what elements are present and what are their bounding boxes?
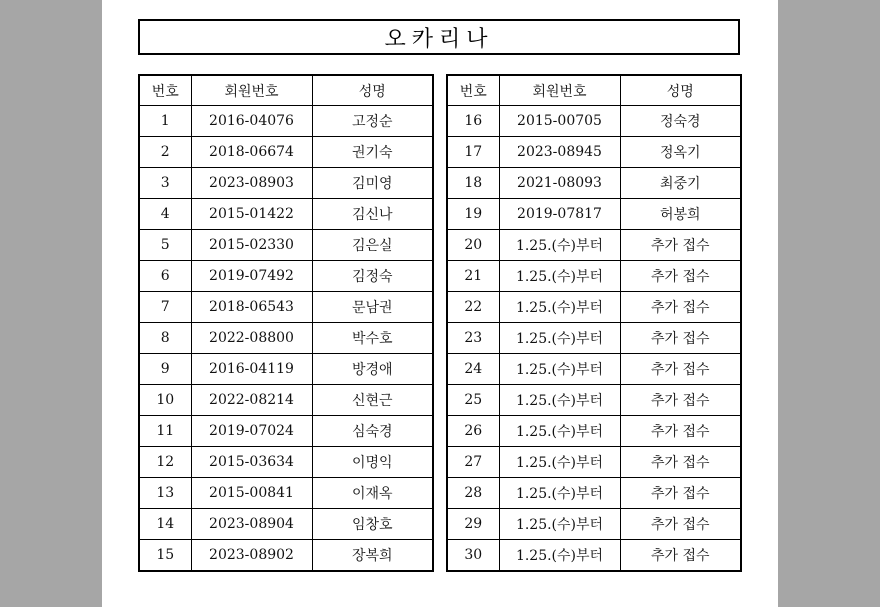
- row-number: 16: [447, 106, 499, 137]
- table-row: [447, 416, 741, 447]
- member-name-cell: 김신나: [312, 199, 433, 230]
- member-name-cell: 신현근: [312, 385, 433, 416]
- row-number: 18: [447, 168, 499, 199]
- row-number: 13: [139, 478, 191, 509]
- header-number: 번호: [139, 75, 191, 106]
- member-name-cell: 심숙경: [312, 416, 433, 447]
- member-id-cell: 2015-01422: [191, 199, 312, 230]
- row-number: 9: [139, 354, 191, 385]
- member-name-cell: 추가 접수: [620, 509, 741, 540]
- table-row: [447, 385, 741, 416]
- member-id-cell: 1.25.(수)부터: [499, 354, 620, 385]
- member-id-cell: 1.25.(수)부터: [499, 447, 620, 478]
- header-member-id: 회원번호: [191, 75, 312, 106]
- table-row: [447, 292, 741, 323]
- member-name-cell: 장복희: [312, 540, 433, 572]
- member-id-cell: 2023-08903: [191, 168, 312, 199]
- row-number: 17: [447, 137, 499, 168]
- table-row: [447, 447, 741, 478]
- member-id-cell: 2022-08800: [191, 323, 312, 354]
- row-number: 30: [447, 540, 499, 572]
- header-member-id: 회원번호: [499, 75, 620, 106]
- table-row: [447, 478, 741, 509]
- table-row: [139, 354, 433, 385]
- header-number: 번호: [447, 75, 499, 106]
- row-number: 2: [139, 137, 191, 168]
- row-number: 10: [139, 385, 191, 416]
- member-id-cell: 2023-08904: [191, 509, 312, 540]
- member-id-cell: 2016-04119: [191, 354, 312, 385]
- member-id-cell: 1.25.(수)부터: [499, 540, 620, 572]
- table-row: [139, 106, 433, 137]
- member-id-cell: 2023-08945: [499, 137, 620, 168]
- table-row: [447, 137, 741, 168]
- member-id-cell: 2018-06674: [191, 137, 312, 168]
- table-row: [139, 509, 433, 540]
- row-number: 19: [447, 199, 499, 230]
- header-row: [447, 75, 741, 106]
- table-row: [139, 261, 433, 292]
- member-id-cell: 1.25.(수)부터: [499, 416, 620, 447]
- member-name-cell: 권기숙: [312, 137, 433, 168]
- member-name-cell: 추가 접수: [620, 261, 741, 292]
- table-row: [447, 199, 741, 230]
- row-number: 6: [139, 261, 191, 292]
- table-row: [447, 168, 741, 199]
- member-name-cell: 이명익: [312, 447, 433, 478]
- member-name-cell: 박수호: [312, 323, 433, 354]
- row-number: 25: [447, 385, 499, 416]
- roster-table-right: [446, 74, 742, 572]
- member-name-cell: 추가 접수: [620, 385, 741, 416]
- table-row: [139, 199, 433, 230]
- header-name: 성명: [312, 75, 433, 106]
- member-name-cell: 김미영: [312, 168, 433, 199]
- table-row: [139, 292, 433, 323]
- member-id-cell: 2016-04076: [191, 106, 312, 137]
- row-number: 27: [447, 447, 499, 478]
- document-page: [102, 0, 778, 607]
- member-id-cell: 2015-03634: [191, 447, 312, 478]
- row-number: 5: [139, 230, 191, 261]
- table-row: [447, 354, 741, 385]
- roster-table-left: [138, 74, 434, 572]
- member-id-cell: 2019-07024: [191, 416, 312, 447]
- member-id-cell: 2019-07817: [499, 199, 620, 230]
- table-row: [447, 323, 741, 354]
- member-name-cell: 추가 접수: [620, 292, 741, 323]
- member-id-cell: 2023-08902: [191, 540, 312, 572]
- member-name-cell: 추가 접수: [620, 478, 741, 509]
- row-number: 23: [447, 323, 499, 354]
- member-name-cell: 추가 접수: [620, 354, 741, 385]
- member-name-cell: 정숙경: [620, 106, 741, 137]
- member-id-cell: 1.25.(수)부터: [499, 509, 620, 540]
- row-number: 15: [139, 540, 191, 572]
- member-name-cell: 허봉희: [620, 199, 741, 230]
- member-name-cell: 이재옥: [312, 478, 433, 509]
- table-row: [139, 137, 433, 168]
- header-row: [139, 75, 433, 106]
- member-name-cell: 최중기: [620, 168, 741, 199]
- row-number: 22: [447, 292, 499, 323]
- member-name-cell: 추가 접수: [620, 323, 741, 354]
- table-row: [139, 416, 433, 447]
- member-id-cell: 1.25.(수)부터: [499, 261, 620, 292]
- row-number: 7: [139, 292, 191, 323]
- table-row: [447, 540, 741, 572]
- table-row: [139, 540, 433, 572]
- member-id-cell: 2018-06543: [191, 292, 312, 323]
- page-title: 오카리나: [138, 19, 740, 55]
- member-id-cell: 2015-00705: [499, 106, 620, 137]
- row-number: 12: [139, 447, 191, 478]
- table-row: [139, 478, 433, 509]
- table-row: [447, 261, 741, 292]
- member-name-cell: 임창호: [312, 509, 433, 540]
- member-name-cell: 김은실: [312, 230, 433, 261]
- member-id-cell: 1.25.(수)부터: [499, 230, 620, 261]
- row-number: 29: [447, 509, 499, 540]
- member-name-cell: 고정순: [312, 106, 433, 137]
- row-number: 11: [139, 416, 191, 447]
- member-name-cell: 방경애: [312, 354, 433, 385]
- member-id-cell: 2019-07492: [191, 261, 312, 292]
- row-number: 1: [139, 106, 191, 137]
- member-id-cell: 1.25.(수)부터: [499, 323, 620, 354]
- row-number: 8: [139, 323, 191, 354]
- table-row: [139, 230, 433, 261]
- row-number: 28: [447, 478, 499, 509]
- member-id-cell: 1.25.(수)부터: [499, 478, 620, 509]
- table-row: [447, 509, 741, 540]
- table-row: [447, 230, 741, 261]
- row-number: 24: [447, 354, 499, 385]
- row-number: 21: [447, 261, 499, 292]
- member-name-cell: 정옥기: [620, 137, 741, 168]
- table-row: [139, 385, 433, 416]
- member-name-cell: 김정숙: [312, 261, 433, 292]
- table-row: [447, 106, 741, 137]
- table-row: [139, 323, 433, 354]
- member-name-cell: 추가 접수: [620, 230, 741, 261]
- member-id-cell: 2022-08214: [191, 385, 312, 416]
- table-row: [139, 447, 433, 478]
- row-number: 20: [447, 230, 499, 261]
- header-name: 성명: [620, 75, 741, 106]
- row-number: 14: [139, 509, 191, 540]
- member-id-cell: 1.25.(수)부터: [499, 385, 620, 416]
- member-id-cell: 2015-02330: [191, 230, 312, 261]
- member-id-cell: 1.25.(수)부터: [499, 292, 620, 323]
- row-number: 26: [447, 416, 499, 447]
- member-id-cell: 2015-00841: [191, 478, 312, 509]
- row-number: 3: [139, 168, 191, 199]
- member-name-cell: 추가 접수: [620, 447, 741, 478]
- member-id-cell: 2021-08093: [499, 168, 620, 199]
- member-name-cell: 문남권: [312, 292, 433, 323]
- row-number: 4: [139, 199, 191, 230]
- table-row: [139, 168, 433, 199]
- member-name-cell: 추가 접수: [620, 416, 741, 447]
- member-name-cell: 추가 접수: [620, 540, 741, 572]
